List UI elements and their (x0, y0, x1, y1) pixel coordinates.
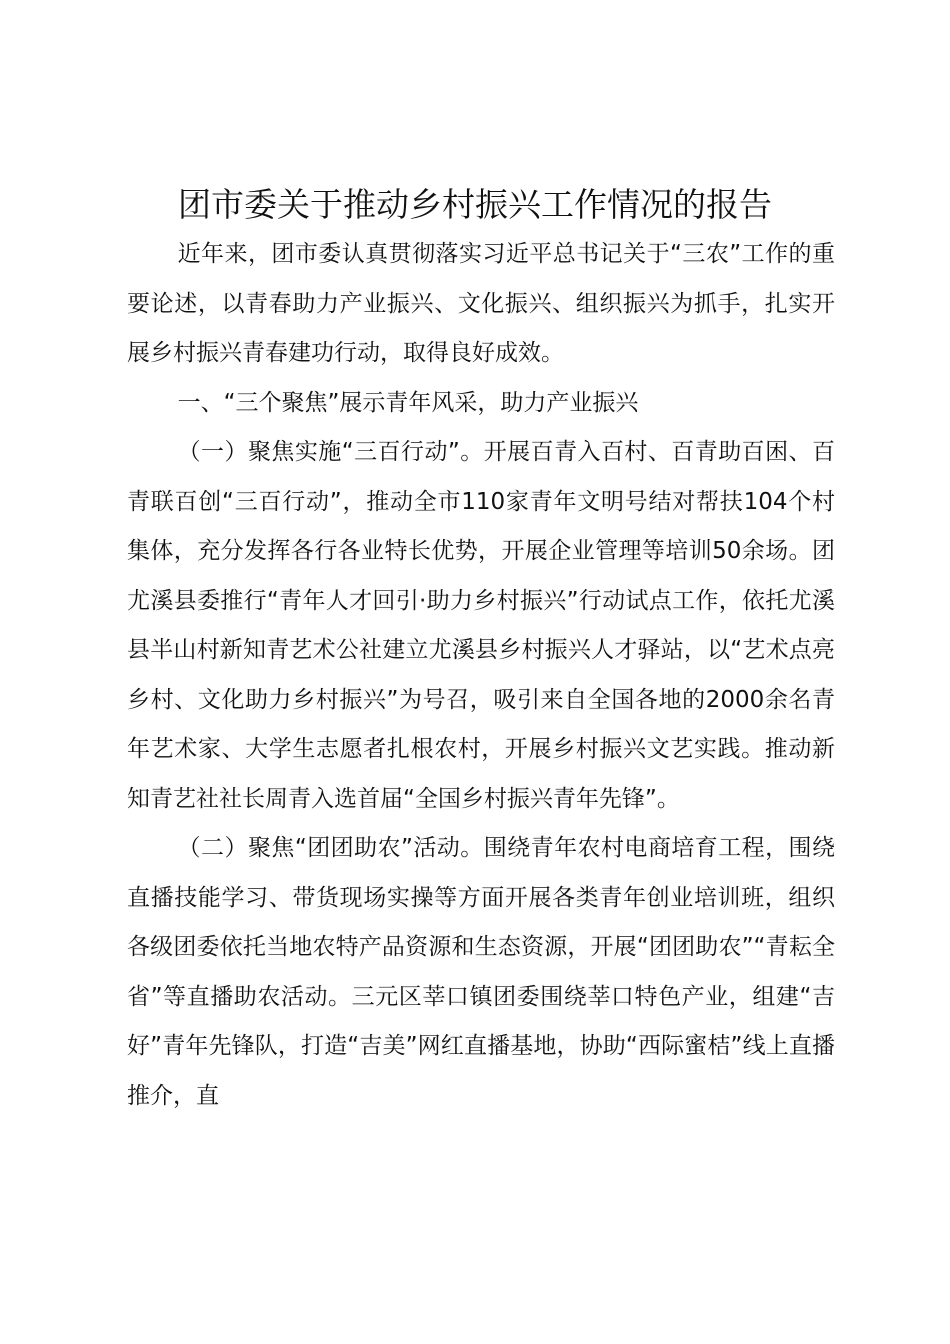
paragraph-1-text: 开展百青入百村、百青助百困、百青联百创“三百行动”，推动全市110家青年文明号结对帮扶104个村集体，充分发挥各行各业特长优势，开展企业管理等培训50余场。团尤溪县委推行“青年人才回引·助力乡村振兴”行动试点工作，依托尤溪县半山村新知青艺术公社建立尤溪县乡村振兴人才驿站，以“艺术点亮乡村、文化助力乡村振兴”为号召，吸引来自全国各地的2000余名青年艺术家、大学生志愿者扎根农村，开展乡村振兴文艺实践。推动新知青艺社社长周青入选首届“全国乡村振兴青年先锋”。 (127, 439, 836, 812)
paragraph-2-text: 围绕青年农村电商培育工程，围绕直播技能学习、带货现场实操等方面开展各类青年创业培训班，组织各级团委依托当地农特产品资源和生态资源，开展“团团助农”“青耘全省”等直播助农活动。三元区莘口镇团委围绕莘口特色产业，组建“吉好”青年先锋队，打造“吉美”网红直播基地，协助“西际蜜桔”线上直播推介，直 (127, 835, 836, 1109)
paragraph-2 (127, 824, 835, 1121)
paragraph-1 (127, 428, 835, 824)
section-heading: 一、“三个聚焦”展示青年风采，助力产业振兴 (177, 389, 639, 416)
document-title: 团市委关于推动乡村振兴工作情况的报告 (178, 185, 772, 224)
document-body (127, 230, 835, 1121)
paragraph-2-lead: （二）聚焦“团团助农”活动。 (177, 835, 484, 861)
intro-paragraph: 近年来，团市委认真贯彻落实习近平总书记关于“三农”工作的重要论述，以青春助力产业振兴、文化振兴、组织振兴为抓手，扎实开展乡村振兴青春建功行动，取得良好成效。 (127, 241, 835, 366)
paragraph-1-lead: （一）聚焦实施“三百行动”。 (177, 439, 484, 465)
